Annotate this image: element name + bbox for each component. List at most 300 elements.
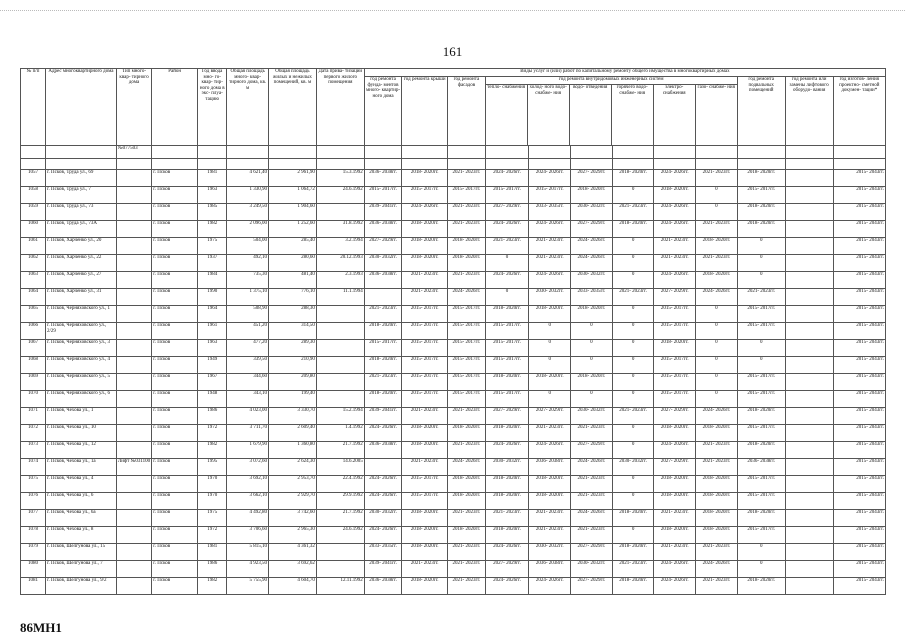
cell-foundation: 2027- 2029гг. [364, 238, 402, 255]
cell-design: 2015- 2043гг. [833, 221, 885, 238]
cell-year: 1948 [198, 391, 227, 408]
cell-elevator [785, 221, 833, 238]
cell-type [116, 544, 151, 561]
cell-design: 2015- 2043гг. [833, 340, 885, 357]
cell-basement: 2015- 2017гг. [737, 306, 785, 323]
cell-elevator [785, 255, 833, 272]
cell-hot-water: 2021- 2023гг. [612, 204, 654, 221]
cell-year: 1975 [198, 510, 227, 527]
cell-nonres-area: 289,30 [268, 340, 316, 357]
cell-gas: 2021- 2023гг. [696, 442, 738, 459]
cell-gas: 2021- 2023гг. [696, 578, 738, 595]
cell-sewer: 2024- 2026гг. [571, 459, 613, 476]
cell-privat-date [316, 340, 364, 357]
cell-foundation: 2024- 2026гг. [364, 527, 402, 544]
cell-num: 1057 [21, 170, 46, 187]
cell-design: 2015- 2043гг. [833, 323, 885, 340]
table-row [21, 493, 886, 510]
cell-nonres-area: 199,40 [268, 391, 316, 408]
cell-year: 1982 [198, 442, 227, 459]
cell-cold-water: 2021- 2023гг. [529, 510, 571, 527]
cell-sewer: 0 [571, 391, 613, 408]
cell-heat: 2018- 2020гг. [485, 374, 529, 391]
cell-privat-date [316, 561, 364, 578]
cell-elevator [785, 340, 833, 357]
cell-electric: 2024- 2026гг. [654, 221, 696, 238]
cell-privat-date [316, 374, 364, 391]
cell-privat-date: 12.11.1992 [316, 578, 364, 595]
cell-sewer: 2021- 2023гг. [571, 425, 613, 442]
table-row [21, 527, 886, 544]
cell-hot-water: 0 [612, 340, 654, 357]
cell-basement: 0 [737, 255, 785, 272]
cell-nonres-area: 1 064,72 [268, 187, 316, 204]
cell-privat-date: 14.6.2005 [316, 459, 364, 476]
cell-sewer: 2018- 2020гг. [571, 187, 613, 204]
cell-nonres-area: 2 929,70 [268, 493, 316, 510]
cell-total-area: 1 330,90 [227, 187, 269, 204]
cell-electric: 2027- 2029гг. [654, 459, 696, 476]
cell-district: г. Псков [152, 425, 198, 442]
cell-year: 1937 [198, 255, 227, 272]
scan-edge-line [0, 10, 905, 11]
cell-heat: 2015- 2017гг. [485, 187, 529, 204]
cell-design: 2015- 2043гг. [833, 357, 885, 374]
cell-privat-date: 15.2.1994 [316, 408, 364, 425]
cell-type [116, 187, 151, 204]
cell-hot-water: 2030- 2032гг. [612, 459, 654, 476]
cell-address: г. Псков, Труда ул., 7 [46, 187, 117, 204]
cell-elevator [785, 425, 833, 442]
cell-district: г. Псков [152, 204, 198, 221]
cell-hot-water: 0 [612, 391, 654, 408]
cell-cold-water: 2024- 2026гг. [529, 578, 571, 595]
cell-type: Лифт №031100 [116, 459, 151, 476]
cell-address: г. Псков, Черняховского ул., 2/29 [46, 323, 117, 340]
table-row [21, 323, 886, 340]
cell-basement: 2018- 2020гг. [737, 442, 785, 459]
cell-heat: 2024- 2026гг. [485, 272, 529, 289]
cell-electric: 2024- 2026гг. [654, 170, 696, 187]
col-address-header: Адрес многоквартирного дома [46, 69, 117, 146]
cell-hot-water: 0 [612, 238, 654, 255]
cell-basement: 2018- 2020гг. [737, 510, 785, 527]
cell-design: 2015- 2043гг. [833, 476, 885, 493]
cell-elevator [785, 204, 833, 221]
cell-heat: 2027- 2029гг. [485, 408, 529, 425]
cell-district: г. Псков [152, 510, 198, 527]
cell-hot-water: 2018- 2020гг. [612, 221, 654, 238]
cell-type [116, 476, 151, 493]
cell-nonres-area: 3 692,62 [268, 561, 316, 578]
cell-electric: 2018- 2020гг. [654, 425, 696, 442]
cell-facade: 2024- 2026гг. [448, 459, 486, 476]
cell-gas: 0 [696, 340, 738, 357]
cell-sewer: 2021- 2023гг. [571, 493, 613, 510]
cell-hot-water: 2021- 2023гг. [612, 408, 654, 425]
cell-facade: 2018- 2020гг. [448, 476, 486, 493]
cell-elevator [785, 289, 833, 306]
cell-nonres-area: 2 609,40 [268, 425, 316, 442]
cell-num: 1074 [21, 459, 46, 476]
cell-roof: 2015- 2017гг. [402, 391, 448, 408]
cell-sewer: 2030- 2032гг. [571, 272, 613, 289]
cell-address: г. Псков, Харченко ул., 27 [46, 272, 117, 289]
cell-district: г. Псков [152, 391, 198, 408]
cell-roof: 2018- 2020гг. [402, 170, 448, 187]
cell-facade: 2015- 2017гг. [448, 374, 486, 391]
cell-heat: 2024- 2026гг. [485, 578, 529, 595]
cell-basement: 2015- 2017гг. [737, 323, 785, 340]
cell-elevator [785, 323, 833, 340]
cell-type [116, 170, 151, 187]
cell-cold-water: 0 [529, 357, 571, 374]
cell-nonres-area: 288,30 [268, 306, 316, 323]
cell-num: 1064 [21, 289, 46, 306]
cell-cold-water: 2024- 2026гг. [529, 170, 571, 187]
cell-hot-water: 0 [612, 476, 654, 493]
table-row [21, 187, 886, 204]
col-hot-water-header: горячего водо- снабже- ния [612, 85, 654, 145]
cell-design: 2015- 2043гг. [833, 425, 885, 442]
cell-total-area: 5 815,10 [227, 544, 269, 561]
cell-total-area: 343,10 [227, 391, 269, 408]
cell-electric: 2024- 2026гг. [654, 272, 696, 289]
cell-address: г. Псков, Чехова ул., 12 [46, 442, 117, 459]
cell-foundation: 2021- 2023гг. [364, 306, 402, 323]
table-row [21, 340, 886, 357]
cell-year: 1985 [198, 204, 227, 221]
cell-facade: 2021- 2023гг. [448, 221, 486, 238]
cell-heat: 2018- 2020гг. [485, 527, 529, 544]
cell-roof: 2015- 2017гг. [402, 340, 448, 357]
cell-elevator [785, 374, 833, 391]
cell-year: 1972 [198, 425, 227, 442]
cell-cold-water: 2021- 2023гг. [529, 238, 571, 255]
cell-roof: 2021- 2023гг. [402, 561, 448, 578]
cell-gas: 2024- 2026гг. [696, 408, 738, 425]
cell-address: г. Псков, Шелгунова ул., 7 [46, 561, 117, 578]
cell-total-area: 3 706,60 [227, 527, 269, 544]
cell-elevator [785, 170, 833, 187]
cell-cold-water: 2021- 2023гг. [529, 425, 571, 442]
cell-heat: 2027- 2029гг. [485, 204, 529, 221]
table-row [21, 578, 886, 595]
cell-facade: 2015- 2017гг. [448, 340, 486, 357]
cell-roof: 2015- 2017гг. [402, 476, 448, 493]
cell-nonres-area: 4 604,70 [268, 578, 316, 595]
cell-district: г. Псков [152, 255, 198, 272]
systems-group-title: год ремонта внутридомовых инженерных систем [486, 77, 737, 85]
cell-district: г. Псков [152, 527, 198, 544]
cell-address: г. Псков, Труда ул., 73 [46, 204, 117, 221]
cell-num: 1067 [21, 340, 46, 357]
table-row [21, 306, 886, 323]
cell-roof: 2021- 2023гг. [402, 272, 448, 289]
cell-foundation: 2039- 2041гг. [364, 204, 402, 221]
cell-sewer: 2024- 2026гг. [571, 238, 613, 255]
cell-sewer: 2024- 2026гг. [571, 255, 613, 272]
cell-elevator [785, 238, 833, 255]
cell-privat-date [316, 204, 364, 221]
cell-heat: 2024- 2026гг. [485, 442, 529, 459]
cell-hot-water: 0 [612, 527, 654, 544]
cell-district: г. Псков [152, 323, 198, 340]
cell-heat: 2018- 2020гг. [485, 493, 529, 510]
cell-year: 1986 [198, 561, 227, 578]
cell-cold-water: 2021- 2023гг. [529, 255, 571, 272]
cell-type [116, 527, 151, 544]
table-row [21, 408, 886, 425]
cell-basement: 2015- 2017гг. [737, 476, 785, 493]
cell-total-area: 3 692,10 [227, 476, 269, 493]
cell-electric: 2024- 2026гг. [654, 442, 696, 459]
cell-cold-water: 2033- 2035гг. [529, 204, 571, 221]
cell-type [116, 238, 151, 255]
cell-privat-date: 21.7.1992 [316, 510, 364, 527]
cell-hot-water: 2018- 2020гг. [612, 510, 654, 527]
cell-total-area: 3 711,70 [227, 425, 269, 442]
cell-district: г. Псков [152, 170, 198, 187]
cell-nonres-area: 209,80 [268, 374, 316, 391]
code-cell: №077503 [116, 146, 151, 159]
cell-year: 1949 [198, 357, 227, 374]
cell-gas: 0 [696, 306, 738, 323]
cell-sewer: 2027- 2029гг. [571, 442, 613, 459]
works-group-header: Виды услуг и (или) работ по капитальному ремонту общего имущества в многоквартирных домах [364, 69, 885, 77]
cell-total-area: 4 023,00 [227, 408, 269, 425]
cell-nonres-area: 2 953,70 [268, 476, 316, 493]
table-row [21, 459, 886, 476]
col-year-header: Год ввода мно- го- квар- тир- ного дома в экс- плуа- тацию [198, 69, 227, 146]
cell-district: г. Псков [152, 374, 198, 391]
cell-electric: 2024- 2026гг. [654, 578, 696, 595]
cell-basement: 2021- 2023гг. [737, 289, 785, 306]
cell-basement: 2015- 2017гг. [737, 374, 785, 391]
cell-gas: 0 [696, 374, 738, 391]
cell-num: 1066 [21, 323, 46, 340]
cell-electric: 2027- 2029гг. [654, 408, 696, 425]
cell-elevator [785, 561, 833, 578]
cell-sewer: 2030- 2032гг. [571, 204, 613, 221]
cell-electric: 2021- 2023гг. [654, 255, 696, 272]
cell-year: 1970 [198, 493, 227, 510]
cell-total-area: 3 662,10 [227, 493, 269, 510]
cell-cold-water: 2024- 2026гг. [529, 442, 571, 459]
col-num-header: № п/п [21, 69, 46, 146]
cell-design: 2015- 2043гг. [833, 459, 885, 476]
cell-address: г. Псков, Черняховского ул., 4 [46, 357, 117, 374]
cell-sewer: 0 [571, 323, 613, 340]
cell-hot-water: 0 [612, 442, 654, 459]
cell-gas: 2021- 2023гг. [696, 544, 738, 561]
cell-electric: 2015- 2017гг. [654, 391, 696, 408]
cell-electric: 2024- 2026гг. [654, 204, 696, 221]
col-design-header: год изготов- ления проектно- сметной докумен- тации* [833, 77, 885, 146]
cell-total-area: 2 096,00 [227, 221, 269, 238]
cell-type [116, 357, 151, 374]
cell-heat: 0 [485, 289, 529, 306]
table-row [21, 425, 886, 442]
systems-group-header [485, 77, 737, 146]
cell-num: 1069 [21, 374, 46, 391]
cell-address: г. Псков, Шелгунова ул., 15 [46, 544, 117, 561]
cell-hot-water: 2018- 2020гг. [612, 578, 654, 595]
cell-basement: 0 [737, 272, 785, 289]
cell-design: 2015- 2043гг. [833, 204, 885, 221]
cell-address: г. Псков, Черняховского ул., 3 [46, 340, 117, 357]
cell-heat: 2024- 2026гг. [485, 221, 529, 238]
table-row [21, 357, 886, 374]
cell-basement: 2015- 2017гг. [737, 425, 785, 442]
cell-gas: 2018- 2020гг. [696, 527, 738, 544]
cell-privat-date: 22.4.1992 [316, 476, 364, 493]
cell-privat-date: 21.7.1992 [316, 442, 364, 459]
cell-privat-date [316, 391, 364, 408]
cell-sewer: 2021- 2023гг. [571, 476, 613, 493]
cell-district: г. Псков [152, 306, 198, 323]
cell-sewer: 0 [571, 357, 613, 374]
cell-privat-date [316, 323, 364, 340]
cell-electric: 2024- 2026гг. [654, 561, 696, 578]
cell-total-area: 344,60 [227, 374, 269, 391]
cell-privat-date [316, 306, 364, 323]
cell-nonres-area: 1 360,80 [268, 442, 316, 459]
cell-sewer: 2021- 2023гг. [571, 527, 613, 544]
cell-elevator [785, 442, 833, 459]
cell-basement: 0 [737, 357, 785, 374]
cell-elevator [785, 408, 833, 425]
cell-facade: 2015- 2017гг. [448, 323, 486, 340]
cell-electric: 2018- 2020гг. [654, 493, 696, 510]
cell-design: 2015- 2043гг. [833, 510, 885, 527]
cell-sewer: 2027- 2029гг. [571, 544, 613, 561]
cell-type [116, 493, 151, 510]
cell-facade: 2015- 2017гг. [448, 187, 486, 204]
cell-num: 1073 [21, 442, 46, 459]
cell-gas: 2018- 2020гг. [696, 476, 738, 493]
cell-electric: 2021- 2023гг. [654, 510, 696, 527]
col-district-header: Район [152, 69, 198, 146]
cell-elevator [785, 493, 833, 510]
table-row [21, 289, 886, 306]
cell-sewer: 2033- 2035гг. [571, 289, 613, 306]
cell-district: г. Псков [152, 221, 198, 238]
cell-total-area: 1 679,90 [227, 442, 269, 459]
cell-heat: 2018- 2020гг. [485, 476, 529, 493]
cell-address: г. Псков, Чехова ул., 8 [46, 527, 117, 544]
cell-design: 2015- 2043гг. [833, 578, 885, 595]
table-row [21, 221, 886, 238]
cell-nonres-area: 776,10 [268, 289, 316, 306]
cell-year: 1967 [198, 374, 227, 391]
col-basement-header: год ремонта подвальных помещений [737, 77, 785, 146]
cell-cold-water: 2024- 2026гг. [529, 221, 571, 238]
cell-cold-water: 2018- 2020гг. [529, 493, 571, 510]
cell-type [116, 408, 151, 425]
cell-cold-water: 2018- 2020гг. [529, 374, 571, 391]
cell-electric: 2015- 2017гг. [654, 357, 696, 374]
cell-num: 1071 [21, 408, 46, 425]
cell-district: г. Псков [152, 408, 198, 425]
cell-foundation: 2024- 2026гг. [364, 425, 402, 442]
cell-cold-water: 2024- 2026гг. [529, 272, 571, 289]
cell-num: 1059 [21, 204, 46, 221]
cell-address: г. Псков, Чехова ул., 6а [46, 510, 117, 527]
cell-foundation: 2024- 2026гг. [364, 476, 402, 493]
cell-roof: 2015- 2017гг. [402, 493, 448, 510]
table-row [21, 442, 886, 459]
cell-gas: 0 [696, 204, 738, 221]
cell-electric: 2015- 2017гг. [654, 323, 696, 340]
cell-basement: 2018- 2020гг. [737, 170, 785, 187]
cell-district: г. Псков [152, 272, 198, 289]
cell-type [116, 255, 151, 272]
cell-gas: 2024- 2026гг. [696, 289, 738, 306]
cell-elevator [785, 544, 833, 561]
cell-facade: 2018- 2020гг. [448, 425, 486, 442]
cell-foundation: 2015- 2017гг. [364, 340, 402, 357]
cell-gas: 2018- 2020гг. [696, 493, 738, 510]
cell-foundation: 2030- 2032гг. [364, 510, 402, 527]
cell-num: 1079 [21, 544, 46, 561]
cell-nonres-area: 481,40 [268, 272, 316, 289]
cell-nonres-area: 280,60 [268, 255, 316, 272]
cell-sewer: 2024- 2026гг. [571, 510, 613, 527]
cell-sewer: 0 [571, 340, 613, 357]
cell-nonres-area: 285,40 [268, 238, 316, 255]
cell-elevator [785, 391, 833, 408]
cell-gas: 0 [696, 391, 738, 408]
cell-num: 1060 [21, 221, 46, 238]
table-row [21, 170, 886, 187]
cell-foundation: 2036- 2038гг. [364, 578, 402, 595]
cell-basement: 0 [737, 340, 785, 357]
cell-hot-water: 2018- 2020гг. [612, 170, 654, 187]
cell-type [116, 323, 151, 340]
cell-elevator [785, 510, 833, 527]
cell-foundation: 2036- 2038гг. [364, 272, 402, 289]
col-nonres-area-header: Общая площадь жилых и нежилых помещений, кв. м [268, 69, 316, 146]
cell-num: 1068 [21, 357, 46, 374]
cell-type [116, 561, 151, 578]
cell-gas: 0 [696, 323, 738, 340]
cell-privat-date: 24.6.1992 [316, 187, 364, 204]
col-privat-date-header: Дата прива- тизации первого жилого помещения [316, 69, 364, 146]
cell-num: 1058 [21, 187, 46, 204]
cell-privat-date: 20.12.1993 [316, 255, 364, 272]
cell-address: г. Псков, Черняховского ул., 6 [46, 391, 117, 408]
cell-facade: 2024- 2026гг. [448, 289, 486, 306]
cell-gas: 2024- 2026гг. [696, 561, 738, 578]
cell-foundation: 2036- 2038гг. [364, 442, 402, 459]
cell-design: 2015- 2043гг. [833, 238, 885, 255]
cell-num: 1070 [21, 391, 46, 408]
cell-district: г. Псков [152, 561, 198, 578]
cell-gas: 2021- 2023гг. [696, 221, 738, 238]
cell-district: г. Псков [152, 238, 198, 255]
cell-heat: 2021- 2023гг. [485, 510, 529, 527]
cell-type [116, 340, 151, 357]
cell-hot-water: 0 [612, 493, 654, 510]
cell-cold-water: 2018- 2020гг. [529, 306, 571, 323]
cell-gas: 2021- 2023гг. [696, 255, 738, 272]
cell-design: 2015- 2043гг. [833, 272, 885, 289]
cell-design: 2015- 2043гг. [833, 306, 885, 323]
cell-facade: 2021- 2023гг. [448, 510, 486, 527]
cell-roof: 2018- 2020гг. [402, 527, 448, 544]
col-total-area-header: Общая площадь много- квар- тирного дома, кв. м [227, 69, 269, 146]
